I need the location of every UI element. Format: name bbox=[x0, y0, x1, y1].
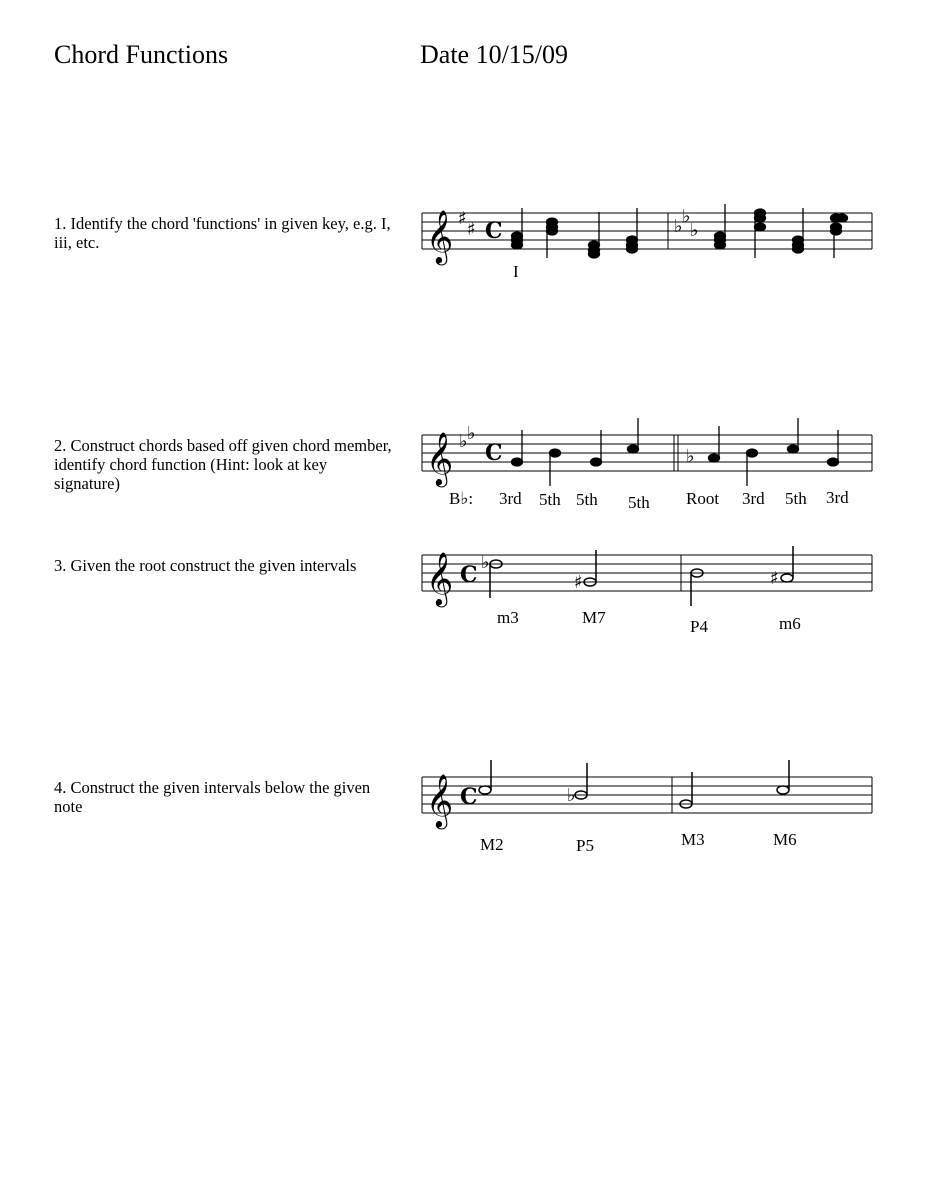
q3-label: m3 bbox=[497, 608, 519, 627]
q4-label: M2 bbox=[480, 835, 504, 854]
sharp-icon: ♯ bbox=[458, 208, 467, 229]
sharp-icon: ♯ bbox=[574, 572, 583, 593]
q3-label: m6 bbox=[779, 614, 801, 633]
flat-icon: ♭ bbox=[467, 423, 476, 444]
q2-label: 5th bbox=[785, 489, 807, 508]
treble-clef-icon: 𝄞 bbox=[426, 551, 454, 605]
flat-icon: ♭ bbox=[674, 216, 683, 237]
flat-icon: ♭ bbox=[690, 220, 699, 241]
worksheet-title: Chord Functions bbox=[54, 40, 229, 69]
q2-label: 3rd bbox=[499, 489, 522, 508]
q2-label: 5th bbox=[539, 490, 561, 509]
q4-label: M3 bbox=[681, 830, 705, 849]
q3-label: M7 bbox=[582, 608, 606, 627]
question-4-text: 4. Construct the given intervals below the given note bbox=[54, 778, 371, 816]
q2-label: 5th bbox=[628, 493, 650, 512]
flat-icon: ♭ bbox=[567, 785, 576, 806]
question-1-text: 1. Identify the chord 'functions' in given key, e.g. I, iii, etc. bbox=[54, 214, 391, 252]
worksheet-date: Date 10/15/09 bbox=[420, 40, 569, 69]
treble-clef-icon: 𝄞 bbox=[426, 431, 454, 485]
sharp-icon: ♯ bbox=[770, 568, 779, 589]
flat-icon: ♭ bbox=[459, 431, 468, 452]
common-time-icon: C bbox=[460, 562, 478, 588]
treble-clef-icon: 𝄞 bbox=[426, 773, 454, 827]
q2-label: 5th bbox=[576, 490, 598, 509]
treble-clef-icon: 𝄞 bbox=[426, 209, 454, 263]
common-time-icon: C bbox=[485, 440, 503, 466]
common-time-icon: C bbox=[485, 218, 503, 244]
q3-label: P4 bbox=[690, 617, 708, 636]
question-3-text: 3. Given the root construct the given intervals bbox=[54, 556, 357, 575]
common-time-icon: C bbox=[460, 784, 478, 810]
question-2-text: 2. Construct chords based off given chord member, identify chord function (Hint: look at key signature) bbox=[54, 436, 392, 493]
q1-label: I bbox=[513, 262, 519, 281]
sharp-icon: ♯ bbox=[467, 219, 476, 240]
q2-label: 3rd bbox=[826, 488, 849, 507]
flat-icon: ♭ bbox=[686, 446, 695, 467]
q2-label: Root bbox=[686, 489, 720, 508]
q4-label: P5 bbox=[576, 836, 594, 855]
flat-icon: ♭ bbox=[682, 206, 691, 227]
q2-key-label: B♭: bbox=[449, 489, 474, 508]
q4-label: M6 bbox=[773, 830, 797, 849]
flat-icon: ♭ bbox=[481, 552, 490, 573]
q2-label: 3rd bbox=[742, 489, 765, 508]
